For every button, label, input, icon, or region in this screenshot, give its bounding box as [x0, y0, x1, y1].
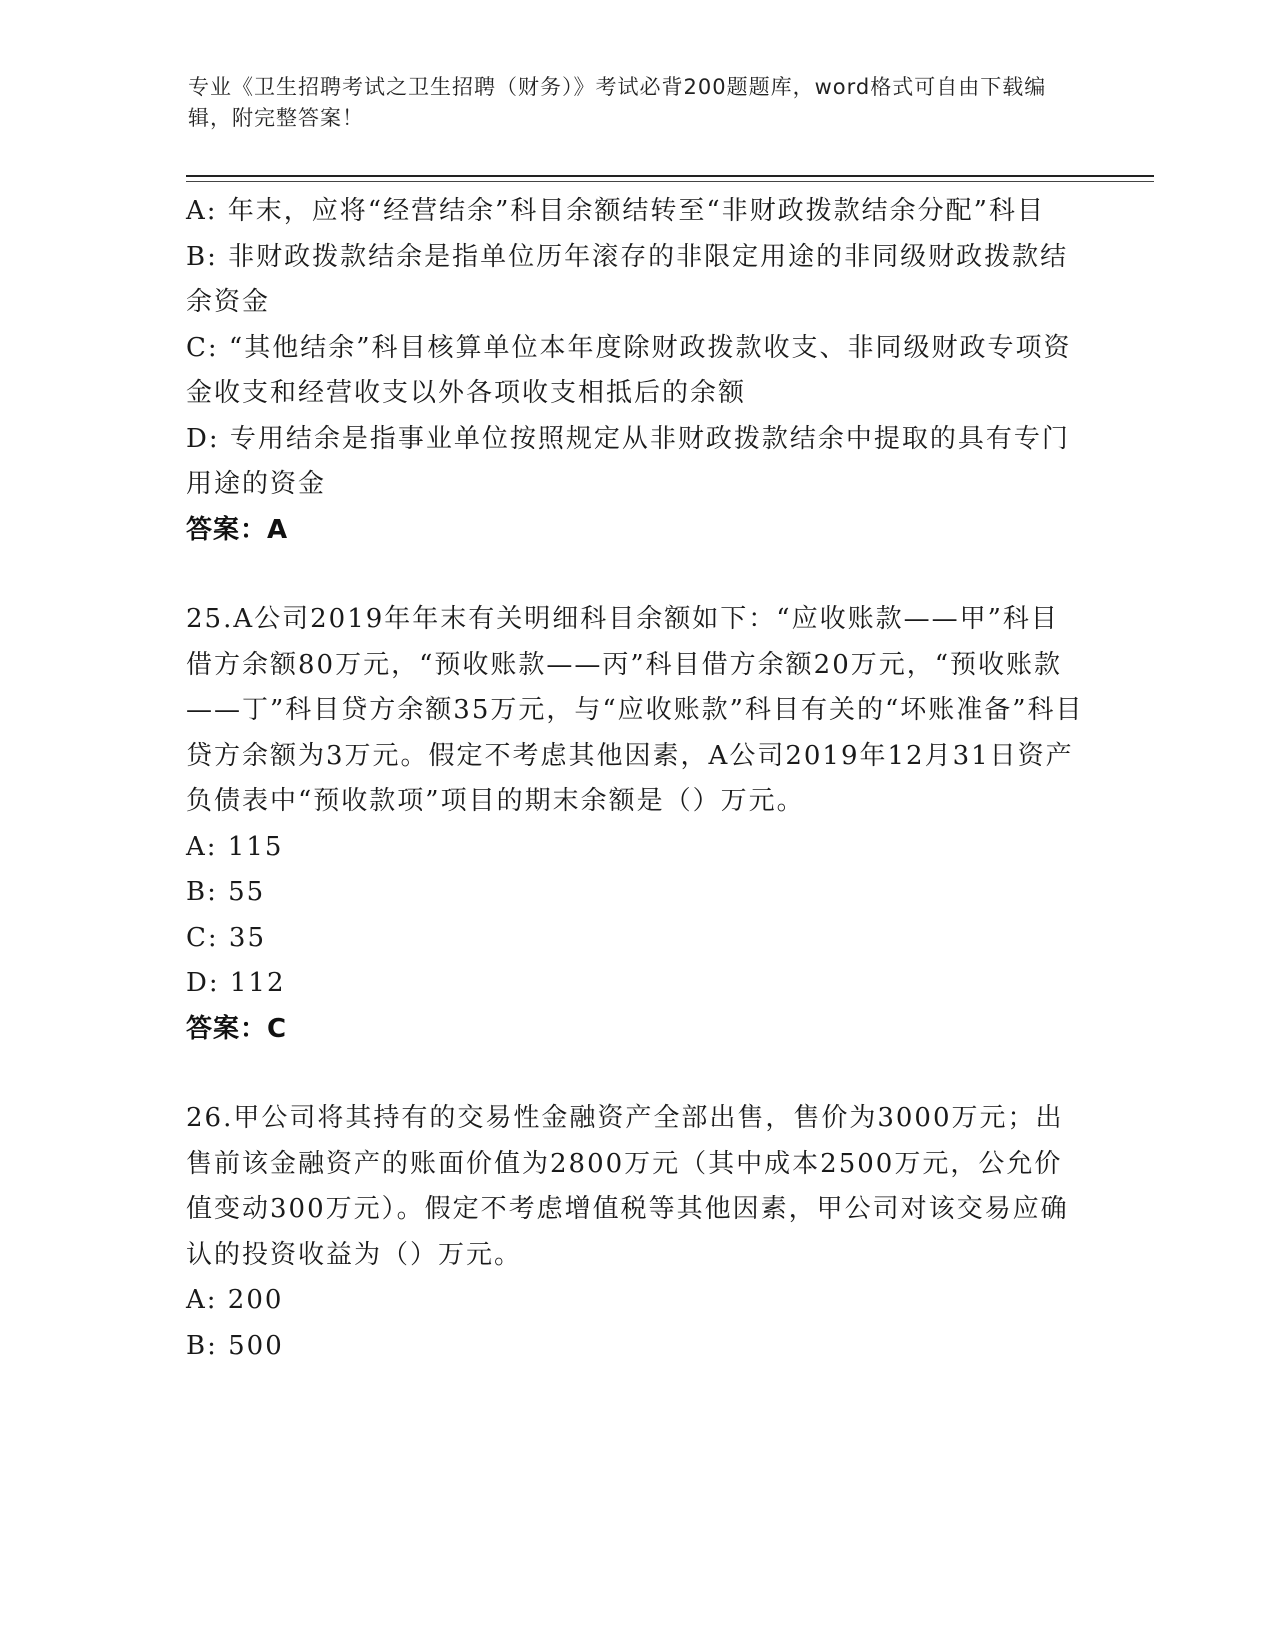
option-b: B: 非财政拨款结余是指单位历年滚存的非限定用途的非同级财政拨款结余资金 — [186, 241, 1069, 317]
page-header: 专业《卫生招聘考试之卫生招聘（财务）》考试必背200题题库，word格式可自由下载编辑，附完整答案！ — [188, 75, 1047, 130]
question-spacer — [186, 553, 1086, 597]
question-stem: 25.A公司2019年年末有关明细科目余额如下：“应收账款——甲”科目借方余额80万元，“预收账款——丙”科目借方余额20万元，“预收账款——丁”科目贷方余额35万元，与“应收账款”科目有关的“坏账准备”科目贷方余额为3万元。假定不考虑其他因素，A公司2019年12月31日资产负债表中“预收款项”项目的期末余额是（）万元。 — [186, 604, 1084, 816]
question-spacer — [186, 1052, 1086, 1096]
question-stem: 26.甲公司将其持有的交易性金融资产全部出售，售价为3000万元；出售前该金融资产的账面价值为2800万元（其中成本2500万元，公允价值变动300万元）。假定不考虑增值税等其他因素，甲公司对该交易应确认的投资收益为（）万元。 — [186, 1103, 1069, 1270]
option-a: A: 年末，应将“经营结余”科目余额结转至“非财政拨款结余分配”科目 — [186, 196, 1045, 226]
header-divider-thick — [186, 175, 1154, 177]
option-b: B: 55 — [186, 877, 266, 907]
option-c: C: 35 — [186, 922, 267, 953]
option-a: A: 115 — [186, 831, 284, 862]
header-divider-thin — [186, 181, 1154, 182]
answer-line: 答案：A — [186, 514, 289, 545]
question-content — [186, 189, 1086, 1369]
question-25 — [186, 597, 1086, 1052]
option-c: C: “其他结余”科目核算单位本年度除财政拨款收支、非同级财政专项资金收支和经营收支以外各项收支相抵后的余额 — [186, 332, 1072, 408]
option-a: A: 200 — [186, 1285, 284, 1315]
previous-question — [186, 189, 1086, 553]
option-b: B: 500 — [186, 1330, 284, 1361]
answer-line: 答案：C — [186, 1013, 288, 1044]
question-26 — [186, 1096, 1086, 1369]
option-d: D: 112 — [186, 968, 286, 998]
option-d: D: 专用结余是指事业单位按照规定从非财政拨款结余中提取的具有专门用途的资金 — [186, 423, 1070, 499]
